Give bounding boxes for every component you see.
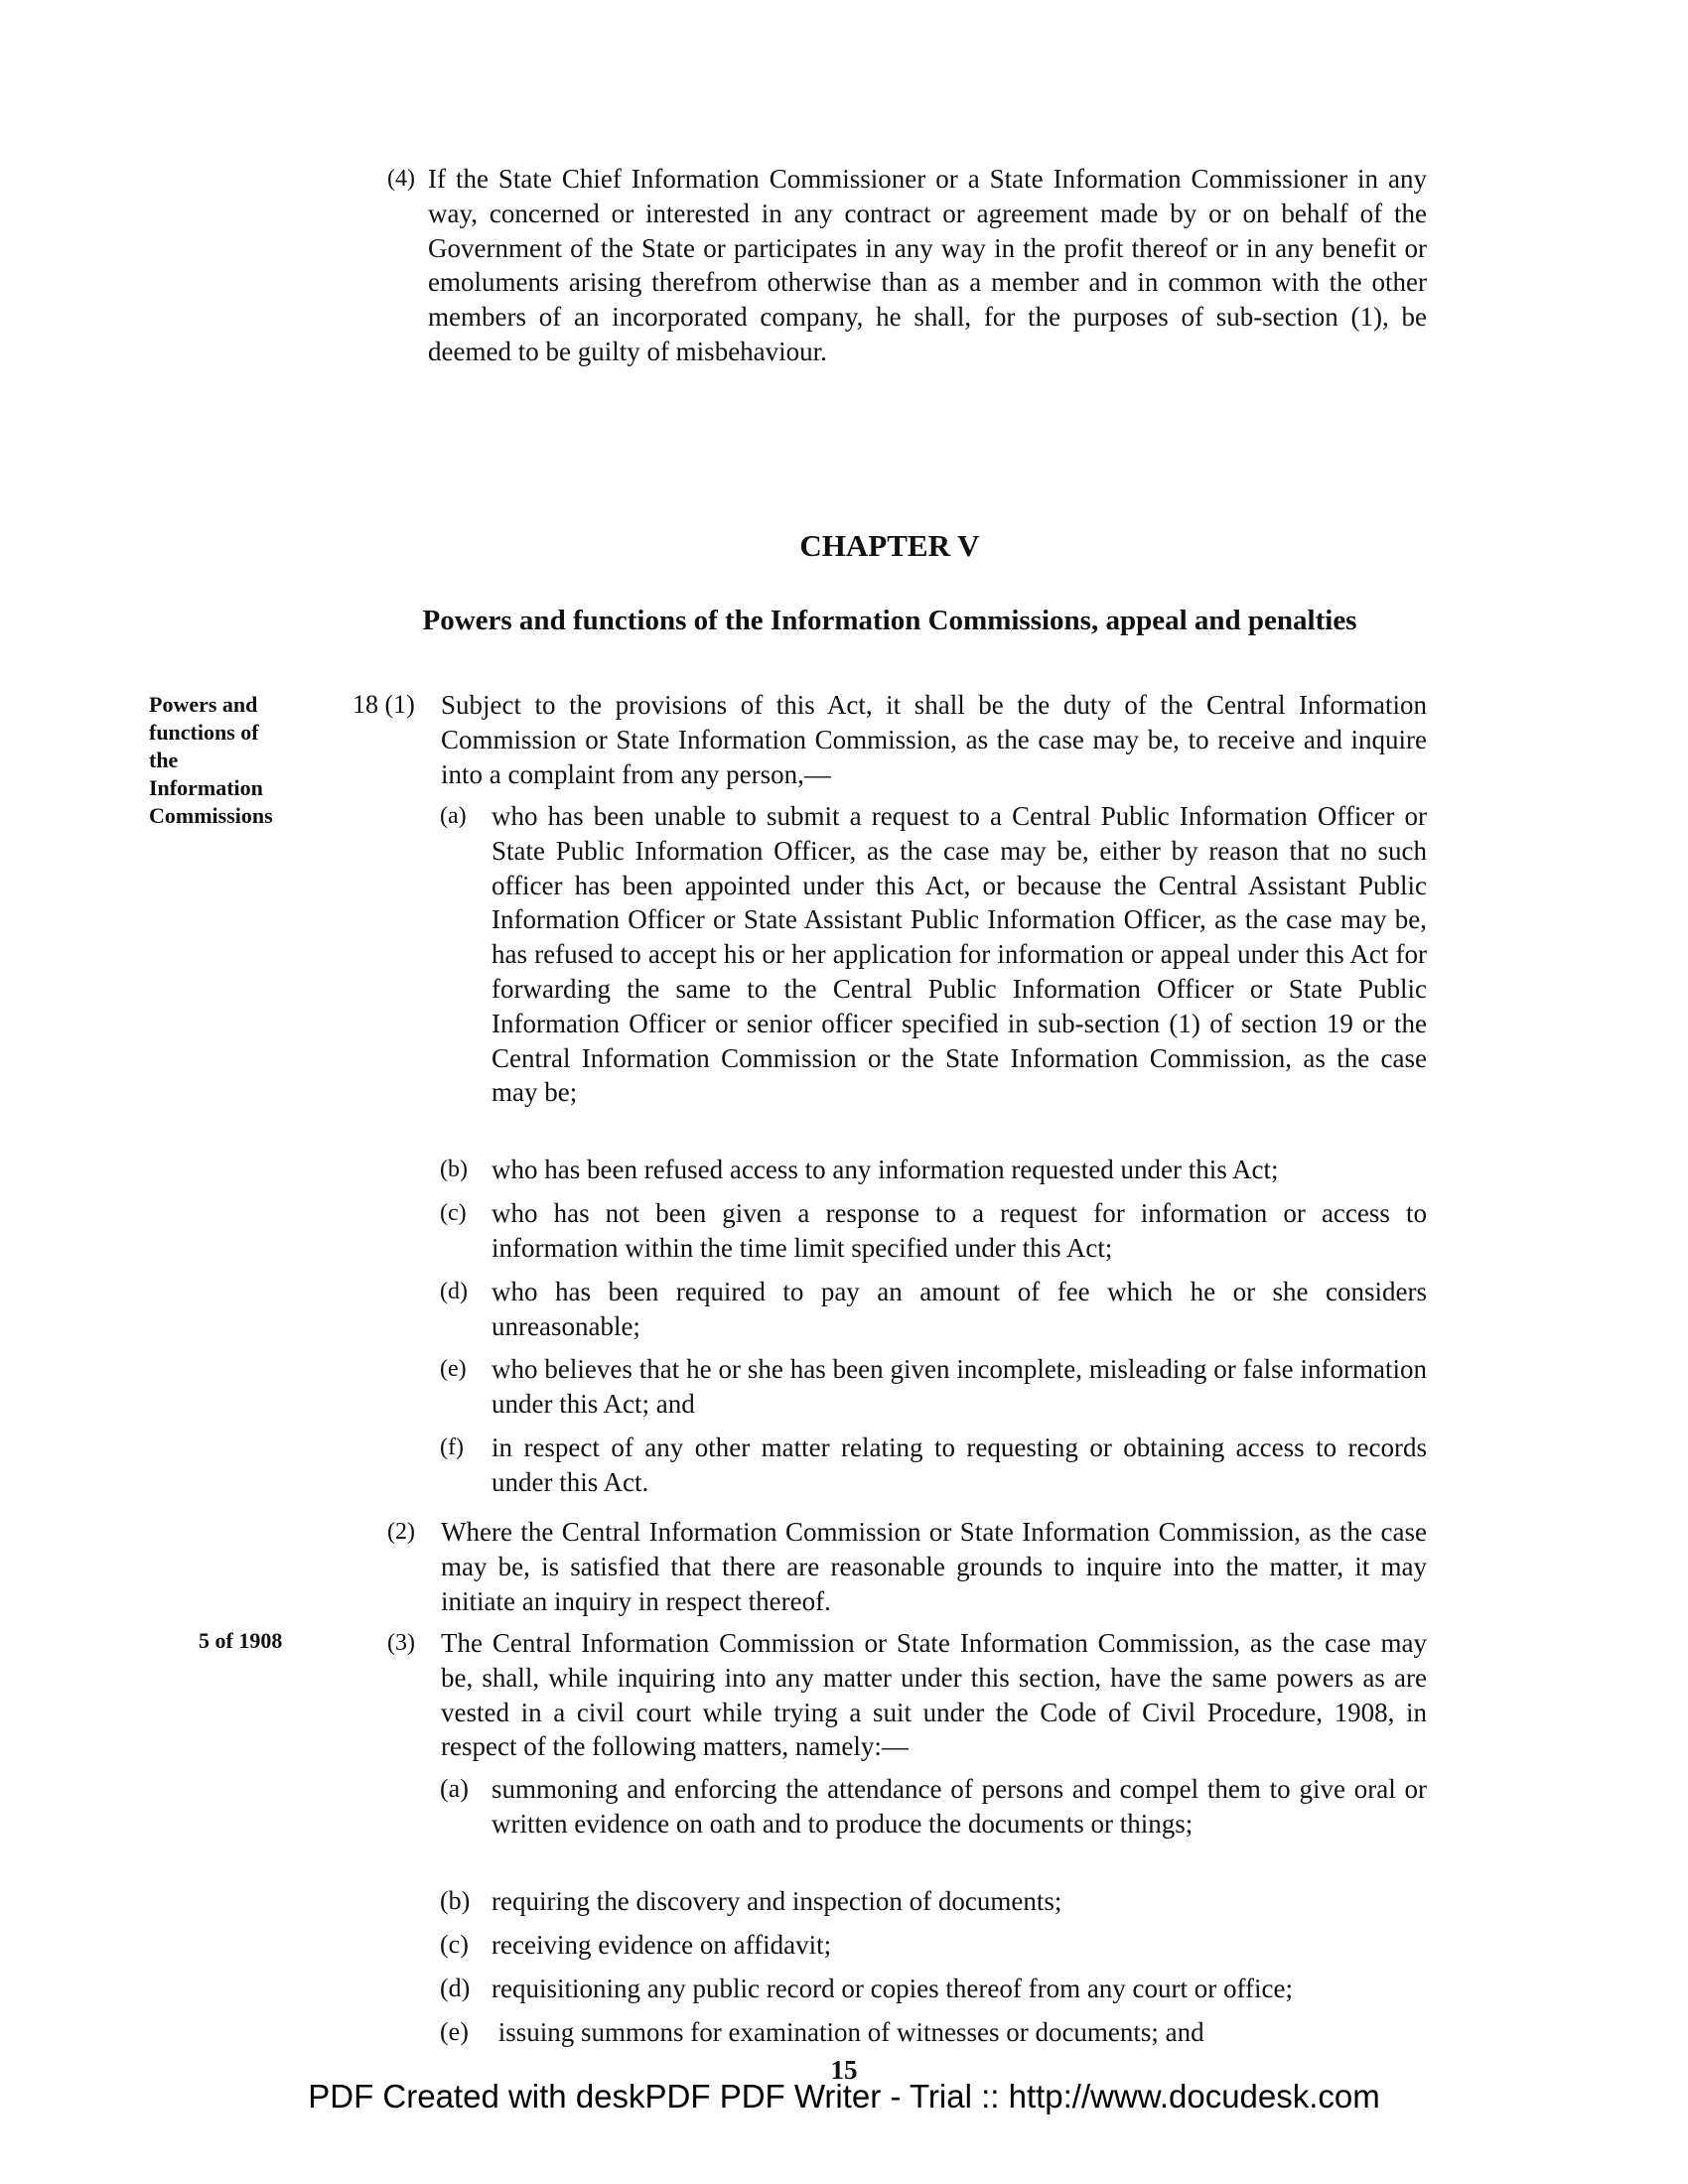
item-text: who has not been given a response to a request for information or access to information within the time limit specified under this Act; xyxy=(492,1198,1427,1263)
page-number: 15 xyxy=(830,2055,858,2085)
chapter-title: CHAPTER V xyxy=(799,528,980,563)
clause-number: (2) xyxy=(387,1519,415,1545)
item-text: requisitioning any public record or copies thereof from any court or office; xyxy=(492,1974,1293,2003)
section-intro: Subject to the provisions of this Act, it shall be the duty of the Central Information Commission or State Information Commission, as the case may be, to receive and inquire into a complaint from any person,— xyxy=(441,690,1427,789)
chapter-subtitle: Powers and functions of the Information Commissions, appeal and penalties xyxy=(422,605,1357,636)
item-label: (e) xyxy=(440,2017,469,2046)
item-label: (c) xyxy=(440,1200,467,1226)
item-text: receiving evidence on affidavit; xyxy=(492,1930,832,1960)
item-text: issuing summons for examination of witnesses or documents; and xyxy=(492,2017,1204,2047)
item-text: requiring the discovery and inspection of documents; xyxy=(492,1886,1062,1916)
item-text: who believes that he or she has been given incomplete, misleading or false information under this Act; and xyxy=(492,1354,1427,1419)
clause-text: Where the Central Information Commission or State Information Commission, as the case may be, is satisfied that there are reasonable grounds to inquire into the matter, it may initiate an inquiry in respect thereof. xyxy=(441,1517,1427,1616)
margin-note-line: the xyxy=(149,748,179,772)
item-label: (f) xyxy=(440,1434,464,1460)
item-label: (a) xyxy=(440,803,467,829)
item-text: summoning and enforcing the attendance of persons and compel them to give oral or written evidence on oath and to produce the documents or things; xyxy=(492,1774,1427,1839)
item-text: who has been required to pay an amount of fee which he or she considers unreasonable; xyxy=(492,1277,1427,1341)
item-label: (c) xyxy=(440,1930,469,1959)
margin-note-section18 xyxy=(149,691,273,830)
section-number: 18 (1) xyxy=(352,690,415,719)
margin-note-line: functions of xyxy=(149,720,259,745)
item-label: (e) xyxy=(440,1356,467,1382)
clause-number: (4) xyxy=(387,166,415,192)
clause-number: (3) xyxy=(387,1630,415,1656)
item-label: (b) xyxy=(440,1157,468,1182)
margin-note-act-reference: 5 of 1908 xyxy=(199,1628,283,1653)
margin-note-line: Powers and xyxy=(149,692,258,717)
item-text: who has been refused access to any information requested under this Act; xyxy=(492,1155,1279,1184)
clause-text: If the State Chief Information Commissioner or a State Information Commissioner in any way, concerned or interested in any contract or agreement made by or on behalf of the Government of the State or participates in any way in the profit thereof or in any benefit or emoluments arising therefrom otherwise than as a member and in common with the other members of an incorporated company, he shall, for the purposes of sub-section (1), be deemed to be guilty of misbehaviour. xyxy=(428,164,1427,366)
item-label: (d) xyxy=(440,1279,468,1304)
item-label: (b) xyxy=(440,1886,471,1915)
clause-text: The Central Information Commission or State Information Commission, as the case may be, shall, while inquiring into any matter under this section, have the same powers as are vested in a civil court while trying a suit under the Code of Civil Procedure, 1908, in respect of the following matters, namely:— xyxy=(441,1628,1427,1762)
item-text: who has been unable to submit a request to a Central Public Information Officer or State Public Information Officer, as the case may be, either by reason that no such officer has been appointed under this Act, or because the Central Assistant Public Information Officer or State Assistant Public Information Officer, as the case may be, has refused to accept his or her application for information or appeal under this Act for forwarding the same to the Central Public Information Officer or State Public Information Officer or senior officer specified in sub-section (1) of section 19 or the Central Information Commission or the State Information Commission, as the case may be; xyxy=(492,801,1427,1108)
item-label: (d) xyxy=(440,1974,471,2002)
watermark: PDF Created with deskPDF PDF Writer - Trial :: http://www.docudesk.com xyxy=(308,2078,1380,2115)
margin-note-line: Information xyxy=(149,775,263,800)
item-text: in respect of any other matter relating to requesting or obtaining access to records under this Act. xyxy=(492,1433,1427,1497)
margin-note-line: Commissions xyxy=(149,803,273,828)
item-label: (a) xyxy=(440,1774,469,1803)
